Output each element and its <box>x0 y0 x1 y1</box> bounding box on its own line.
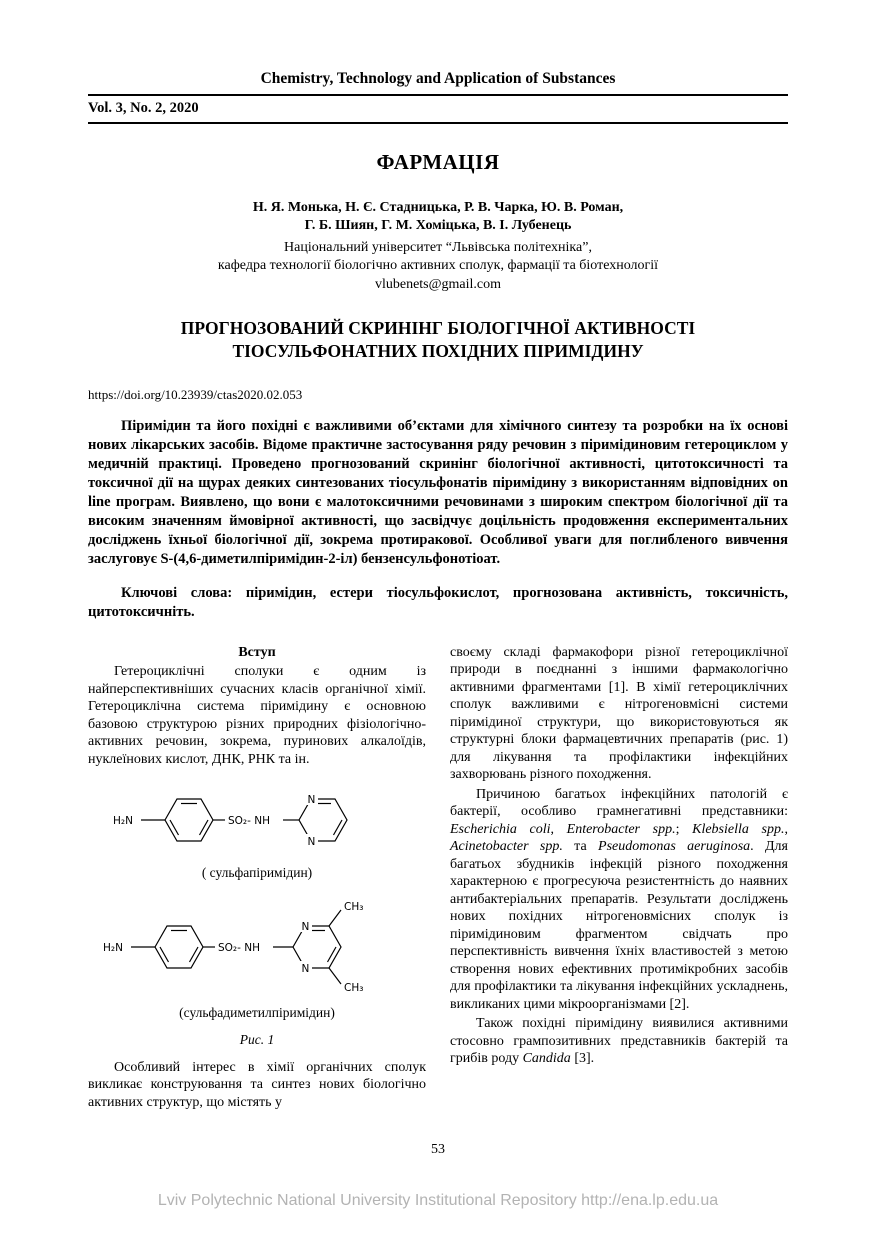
svg-text:N: N <box>301 920 310 933</box>
section-title: ФАРМАЦІЯ <box>376 150 500 174</box>
doi-link: https://doi.org/10.23939/ctas2020.02.053 <box>88 387 303 402</box>
svg-text:N: N <box>307 836 316 848</box>
paragraph-left-2: Особливий інтерес в хімії органічних сполук викликає конструювання та синтез нових біологічно активних структур, що містять у <box>88 1059 426 1110</box>
svg-text:SO₂- NH: SO₂- NH <box>218 941 261 954</box>
sulfadimethylpyrimidine-structure-image <box>97 892 417 1002</box>
abstract-text: Піримідин та його похідні є важливими об’єктами для хімічного синтезу та розробки на їх основі нових лікарських засобів. Відоме практичне застосування ряду речовин з піримідиновим гетероциклом у медичній практиці. Проведено прогнозований скринінг біологічної активності, цитотоксичності та токсичної дії на щурах деяких синтезованих тіосульфонатів піримідину з використанням відповідних on line програм. Виявлено, що вони є малотоксичними речовинами з широким спектром біологічної дії та високим значенням ймовірної активності, що засвідчує доцільність продовження експериментальних досліджень їхньої біологічної дії, зокрема протиракової. Особливої уваги для поглибленого вивчення заслуговує S-(4,6-диметилпіримідин-2-іл) бензенсульфонотіоат. <box>88 418 788 567</box>
sulfapyrimidine-structure-image <box>107 778 407 862</box>
article-title-line-2: ТІОСУЛЬФОНАТНИХ ПОХІДНИХ ПІРИМІДИНУ <box>232 341 644 361</box>
pyrimidine-ring <box>293 919 341 975</box>
authors-line-1: Н. Я. Монька, Н. Є. Стадницька, Р. В. Чарка, Ю. В. Роман, <box>252 200 624 215</box>
pyrimidine-ring <box>299 792 347 848</box>
benzene-ring <box>165 799 213 841</box>
svg-text:SO₂- NH: SO₂- NH <box>228 815 271 827</box>
amine-group <box>113 815 165 827</box>
article-title <box>88 317 788 363</box>
right-column <box>450 644 788 1114</box>
journal-title: Chemistry, Technology and Application of Substances <box>88 70 788 96</box>
svg-text:N: N <box>307 794 316 806</box>
affiliation-line-2: кафедра технології біологічно активних сполук, фармації та біотехнології <box>217 258 659 273</box>
repository-footer: Lviv Polytechnic National University Institutional Repository http://ena.lp.edu.ua <box>157 1192 719 1209</box>
authors-block <box>88 199 788 235</box>
volume-line: Vol. 3, No. 2, 2020 <box>88 96 788 124</box>
paragraph-right-2: Причиною багатьох інфекційних патологій є бактерії, особливо грамнегативні представники: Escherichia coli, Enterobacter spp.; Klebsiella spp., Acinetobacter spp. та Pseudomonas aeruginosa. Для багатьох збудників інфекцій різного походження характерною є прогресуюча резистентність до наявних антибактеріальних препаратів. Результати досліджень нових похідних нітрогеновмісних сполук із піримідиновим фрагментом свідчать про перспективність вивчення їхніх властивостей з метою створення нових ефективних протимікробних засобів для профілактики та лікування інфекційних ускладнень, викликаних цими мікроорганізмами [2]. <box>450 786 788 1012</box>
page-number: 53 <box>431 1142 445 1157</box>
left-column <box>88 644 426 1114</box>
article-title-line-1: ПРОГНОЗОВАНИЙ СКРИНІНГ БІОЛОГІЧНОЇ АКТИВНОСТІ <box>180 318 696 338</box>
paragraph-right-3: Також похідні піримідину виявилися активними стосовно грампозитивних представників бактерій та грибів роду Candida [3]. <box>450 1016 788 1066</box>
benzene-ring <box>155 926 203 968</box>
two-column-body <box>88 644 788 1114</box>
figure-caption-1: ( сульфапіримідин) <box>201 865 313 880</box>
methyl-groups <box>329 901 363 994</box>
authors-line-2: Г. Б. Шиян, Г. М. Хоміцька, В. І. Лубенець <box>304 218 572 233</box>
svg-text:CH₃: CH₃ <box>344 900 364 913</box>
svg-text:H₂N: H₂N <box>113 815 133 827</box>
figure-1 <box>88 778 426 1049</box>
affiliation-line-1: Національний університет “Львівська політехніка”, <box>284 240 592 255</box>
affiliation-block <box>88 239 788 275</box>
author-email: vlubenets@gmail.com <box>374 277 502 292</box>
intro-heading: Вступ <box>238 644 276 660</box>
sulfonamide-bridge <box>213 815 299 827</box>
paragraph-left-1: Гетероциклічні сполуки є одним із найперспективніших сучасних класів органічної хімії. Гетероциклічна система піримідину є основною базовою структурою різних природних фізіологічно-активних речовин, зокрема, пуринових алкалоїдів, нуклеїнових кислот, ДНК, РНК та ін. <box>88 664 426 767</box>
sulfonamide-bridge <box>203 942 293 954</box>
keywords-text: Ключові слова: піримідин, естери тіосульфокислот, прогнозована активність, токсичність, цитотоксичніть. <box>88 584 788 620</box>
paragraph-right-1: своєму складі фармакофори різної гетероциклічної природи в поєднанні з іншими фармакологічно активними фрагментами [1]. В хімії гетероциклічних сполук важливими є нітрогеновмісні системи піримідиної структури, що використовуються як структурні блоки фармацевтичних препаратів (рис. 1) для лікування та профілактики інфекційних захворювань різного походження. <box>450 644 788 782</box>
svg-text:N: N <box>301 962 310 975</box>
figure-caption-2: (сульфадиметилпіримідин) <box>179 1004 335 1020</box>
svg-text:H₂N: H₂N <box>103 941 123 954</box>
svg-text:CH₃: CH₃ <box>344 981 364 994</box>
figure-label: Рис. 1 <box>239 1032 275 1047</box>
amine-group <box>103 942 155 954</box>
